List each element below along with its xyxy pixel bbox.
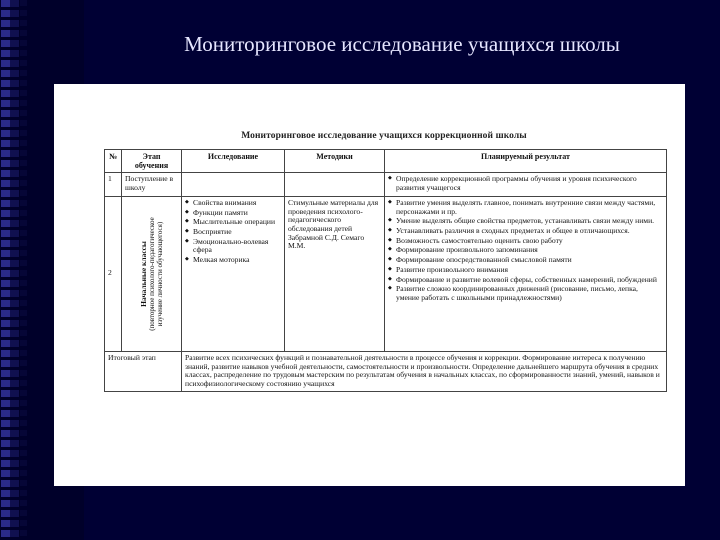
list-item: ◆ Развитие умения выделять главное, понимать внутренние связи между частями, персонажами и пр. [388,199,663,216]
row2-stage-title: Начальные классы [138,240,148,307]
decorative-squares-column [1,0,10,540]
list-item: ◆ Формирование и развитие волевой сферы, собственных намерений, побуждений [388,276,663,285]
row1-study [182,173,285,196]
list-item: ◆ Умение выделять общие свойства предметов, устанавливать связи между ними. [388,217,663,226]
list-item: ◆ Определение коррекционной программы обучения и уровня психического развития учащегося [388,175,663,192]
list-item: ◆ Развитие сложно координированных движений (рисование, письмо, лепка, умение работать с школьными принадлежностями) [388,285,663,302]
header-study: Исследование [182,150,285,173]
total-label: Итоговый этап [105,351,182,391]
row2-result [385,196,667,351]
table-header-row [105,150,667,173]
document-scan [54,84,685,486]
list-item: ◆ Формирование опосредствованной смысловой памяти [388,256,663,265]
list-item: ◆ Мелкая моторика [185,256,281,265]
list-item: ◆ Устанавливать различия в сходных предметах и общее в отличающихся. [388,227,663,236]
list-item: ◆ Мыслительные операции [185,218,281,227]
list-item: ◆ Свойства внимания [185,199,281,208]
list-item: ◆ Формирование произвольного запоминания [388,246,663,255]
table-row [105,196,667,351]
slide-title: Мониторинговое исследование учащихся школы [184,32,620,56]
row1-num: 1 [105,173,122,196]
row2-num: 2 [105,196,122,351]
row1-methods [285,173,385,196]
row2-stage-subtitle: (повторное психолого-педагогическое изучение личности обучающегося) [147,217,164,331]
table-row [105,351,667,391]
row2-stage [122,196,182,351]
header-stage: Этап обучения [122,150,182,173]
list-item: ◆ Развитие произвольного внимания [388,266,663,275]
header-result: Планируемый результат [385,150,667,173]
list-item: ◆ Восприятие [185,228,281,237]
list-item: ◆ Возможность самостоятельно оценить свою работу [388,237,663,246]
row2-methods: Стимульные материалы для проведения психолого-педагогического обследования детей Забрамной С.Д. Семаго М.М. [285,196,385,351]
row1-stage: Поступление в школу [122,173,182,196]
header-num: № [105,150,122,173]
list-item: ◆ Функции памяти [185,209,281,218]
row1-result [385,173,667,196]
header-methods: Методики [285,150,385,173]
decorative-squares-column-3 [20,0,27,540]
monitoring-table [104,149,667,392]
decorative-squares-column-2 [10,0,19,540]
document-title: Мониторинговое исследование учащихся коррекционной школы [241,131,527,141]
list-item: ◆ Эмоционально-волевая сфера [185,238,281,255]
row2-study [182,196,285,351]
table-row [105,173,667,196]
total-text: Развитие всех психических функций и познавательной деятельности в процессе обучения и коррекции. Формирование интереса к получению знаний, развитие навыков учебной деятельности, самостоятельности и произвольности. Определение дальнейшего маршрута обучения в средних классах, распределение по трудовым мастерским по результатам обучения в начальных классах, по сформированности знаний, умений, навыков и психофизиологическому состоянию учащихся [182,351,667,391]
